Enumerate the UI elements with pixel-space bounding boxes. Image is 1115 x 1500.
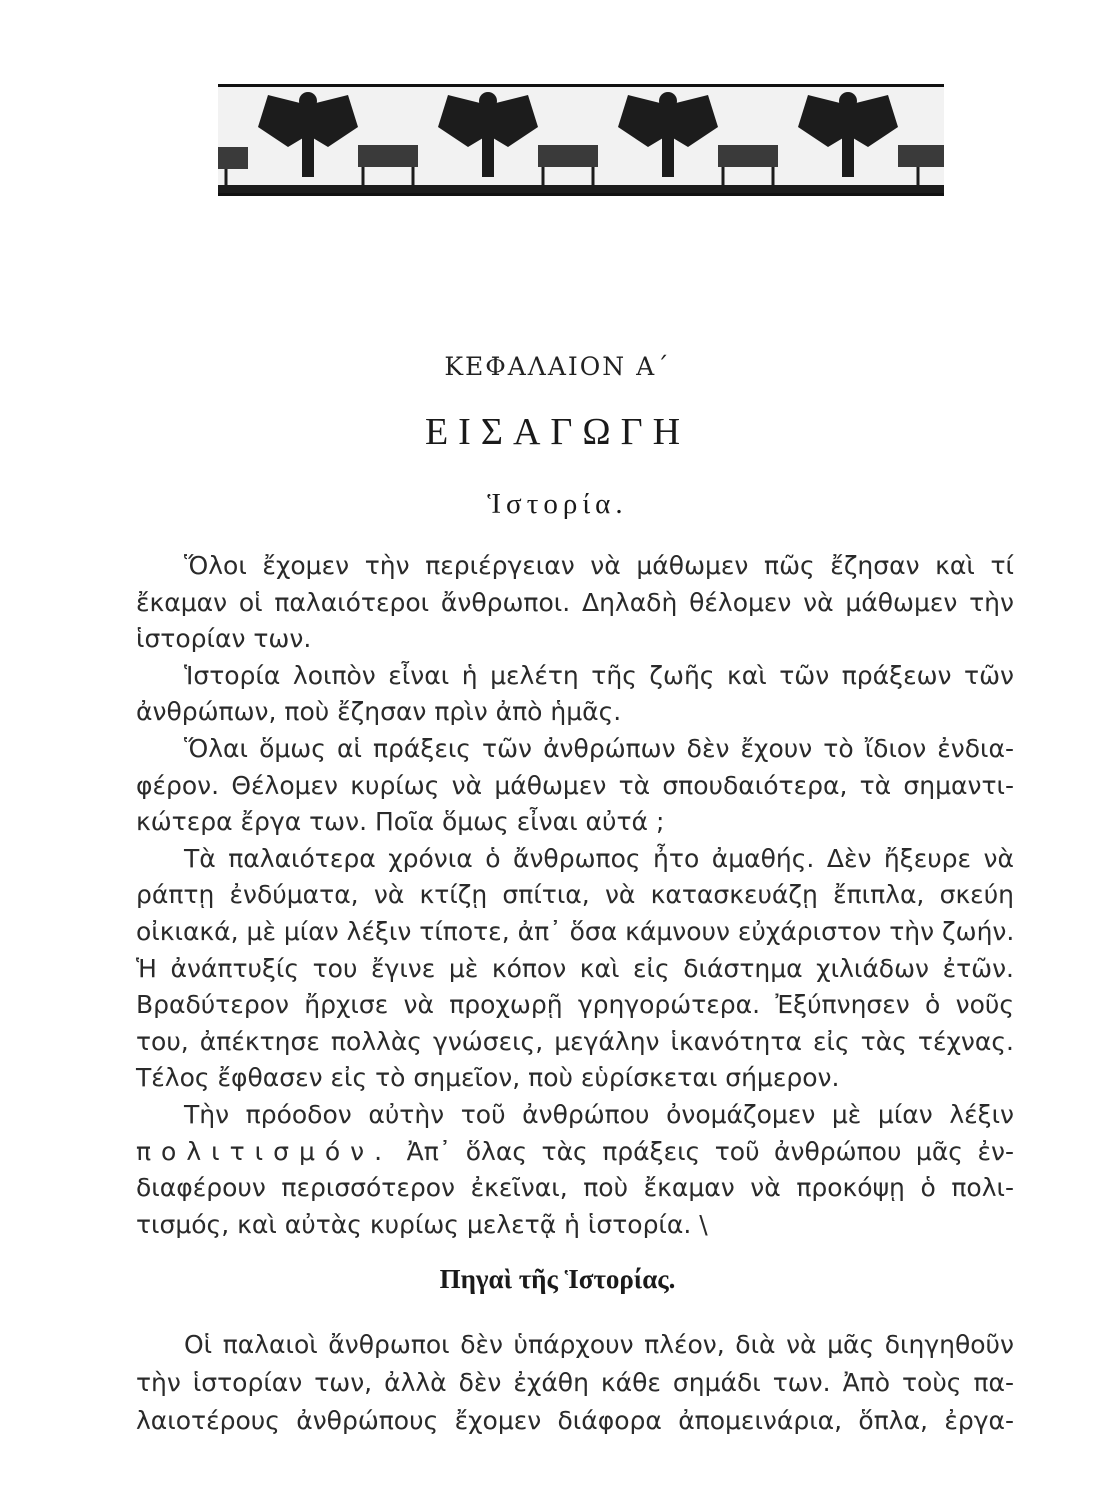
text-line: διαφέρουν περισσότερον ἐκεῖναι, ποὺ ἔκαμαν νὰ προκόψῃ ὁ πολι-	[136, 1173, 1014, 1203]
text-line: Τὰ παλαιότερα χρόνια ὁ ἄνθρωπος ἦτο ἀμαθής. Δὲν ἤξευρε νὰ	[184, 843, 1014, 873]
frieze-pattern-icon	[218, 87, 944, 193]
section-heading-history: Ἱστορία.	[487, 488, 628, 520]
text-line: ἔκαμαν οἱ παλαιότεροι ἄνθρωποι. Δηλαδὴ θέλομεν νὰ μάθωμεν τὴν	[136, 587, 1014, 617]
section-sources-text	[136, 1326, 1014, 1440]
text-line: τισμός, καὶ αὐτὰς κυρίως μελετᾷ ἡ ἱστορία. \	[136, 1209, 708, 1239]
text-line: Οἱ παλαιοὶ ἄνθρωποι δὲν ὑπάρχουν πλέον, διὰ νὰ μᾶς διηγηθοῦν	[184, 1330, 1014, 1359]
section-heading-sources: Πηγαὶ τῆς Ἱστορίας.	[439, 1264, 676, 1294]
text-line: λαιοτέρους ἀνθρώπους ἔχομεν διάφορα ἀπομεινάρια, ὅπλα, ἐργα-	[136, 1406, 1014, 1435]
text-line: φέρον. Θέλομεν κυρίως νὰ μάθωμεν τὰ σπουδαιότερα, τὰ σημαντι-	[136, 770, 1014, 800]
text-line: ἀνθρώπων, ποὺ ἔζησαν πρὶν ἀπὸ ἡμᾶς.	[136, 697, 622, 727]
text-line: του, ἀπέκτησε πολλὰς γνώσεις, μεγάλην ἱκανότητα εἰς τὰς τέχνας.	[136, 1026, 1014, 1056]
text-line: Ἱστορία λοιπὸν εἶναι ἡ μελέτη τῆς ζωῆς καὶ τῶν πράξεων τῶν	[184, 660, 1014, 690]
text-line: Ὅλοι ἔχομεν τὴν περιέργειαν νὰ μάθωμεν πῶς ἔζησαν καὶ τί	[184, 551, 1014, 580]
page-title: ΕΙΣΑΓΩΓΗ	[424, 411, 691, 453]
emphasized-word: πολιτισμόν.	[136, 1136, 393, 1166]
section-history-text	[136, 548, 1014, 1243]
text-line: οἰκιακά, μὲ μίαν λέξιν τίποτε, ἀπ᾽ ὅσα κάμνουν εὐχάριστον τὴν ζωήν.	[136, 916, 1015, 946]
text-line: Ὅλαι ὅμως αἱ πράξεις τῶν ἀνθρώπων δὲν ἔχουν τὸ ἴδιον ἐνδια-	[184, 733, 1014, 763]
text-line: Τέλος ἔφθασεν εἰς τὸ σημεῖον, ποὺ εὑρίσκεται σήμερον.	[136, 1063, 840, 1093]
text-line: κώτερα ἔργα των. Ποῖα ὅμως εἶναι αὐτά ;	[136, 807, 665, 837]
text-line: Ἡ ἀνάπτυξίς του ἔγινε μὲ κόπον καὶ εἰς διάστημα χιλιάδων ἐτῶν.	[136, 953, 1014, 983]
chapter-label: ΚΕΦΑΛΑΙΟΝ Α΄	[444, 352, 671, 381]
text-line: Τὴν πρόοδον αὐτὴν τοῦ ἀνθρώπου ὀνομάζομεν μὲ μίαν λέξιν	[184, 1099, 1014, 1129]
text-line: Βραδύτερον ἤρχισε νὰ προχωρῇ γρηγορώτερα. Ἐξύπνησεν ὁ νοῦς	[136, 990, 1014, 1020]
text-line: τὴν ἱστορίαν των, ἀλλὰ δὲν ἐχάθη κάθε σημάδι των. Ἀπὸ τοὺς πα-	[136, 1368, 1014, 1397]
decorative-frieze-illustration	[218, 84, 944, 196]
text-line: ἱστορίαν των.	[136, 624, 312, 654]
text-line: πολιτισμόν. Ἀπ᾽ ὅλας τὰς πράξεις τοῦ ἀνθρώπου μᾶς ἐν-	[136, 1136, 1014, 1166]
text-line: ράπτῃ ἐνδύματα, νὰ κτίζῃ σπίτια, νὰ κατασκευάζῃ ἔπιπλα, σκεύη	[136, 880, 1014, 910]
